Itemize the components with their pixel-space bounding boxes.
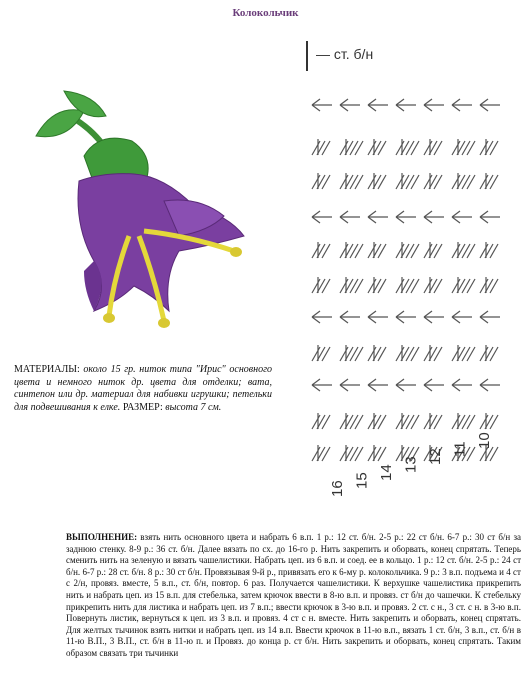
stitch-mark [340, 311, 348, 317]
row-number: 16 [329, 480, 346, 497]
stitch-mark [368, 99, 376, 105]
stitch-mark [312, 217, 320, 223]
stitch-mark [340, 105, 348, 111]
stitch-mark [368, 211, 376, 217]
stitch-mark [424, 105, 432, 111]
legend-label: — ст. б/н [316, 46, 374, 62]
stitch-mark [424, 379, 432, 385]
stitch-mark [340, 379, 348, 385]
stitch-mark [396, 99, 404, 105]
size-body: высота 7 см. [162, 401, 222, 413]
stitch-mark [424, 217, 432, 223]
stitch-mark [480, 99, 488, 105]
stitch-mark [368, 317, 376, 323]
stitch-mark [340, 385, 348, 391]
stitch-mark [396, 317, 404, 323]
stitch-mark [396, 105, 404, 111]
instructions-lead: ВЫПОЛНЕНИЕ: [66, 532, 138, 542]
stitch-mark [312, 211, 320, 217]
materials-body: около 15 гр. ниток типа "Ирис" основного цвета и немного ниток др. цвета для отделки; вата, синтепон или др. материал для набивки игрушки; петельки для подвешивания к елке. [14, 364, 272, 413]
stitch-mark [452, 217, 460, 223]
stitch-mark [480, 217, 488, 223]
stitch-mark [452, 99, 460, 105]
stitch-mark [312, 385, 320, 391]
stitch-mark [452, 379, 460, 385]
row-number: 14 [378, 464, 395, 481]
stitch-mark [424, 311, 432, 317]
stitch-mark [396, 211, 404, 217]
bellflower-photo [14, 86, 272, 348]
page-title: Колокольчик [232, 7, 299, 19]
materials-text [14, 364, 272, 414]
stitch-mark [424, 99, 432, 105]
stitch-mark [480, 317, 488, 323]
stitch-mark [312, 379, 320, 385]
row-number: 15 [353, 472, 371, 489]
stitch-mark [312, 105, 320, 111]
stitch-legend [306, 37, 406, 71]
stitch-mark [396, 385, 404, 391]
stitch-mark [340, 211, 348, 217]
stitch-mark [312, 317, 320, 323]
stitch-mark [424, 211, 432, 217]
stitch-mark [368, 385, 376, 391]
stitch-mark [452, 311, 460, 317]
row-number: 11 [451, 441, 469, 457]
stitch-mark [396, 379, 404, 385]
size-lead: РАЗМЕР: [120, 401, 163, 413]
stitch-mark [452, 211, 460, 217]
stitch-mark [312, 311, 320, 317]
stitch-mark [396, 217, 404, 223]
stitch-mark [480, 385, 488, 391]
stitch-mark [452, 385, 460, 391]
stitch-mark [340, 217, 348, 223]
stitch-mark [396, 311, 404, 317]
materials-lead: МАТЕРИАЛЫ: [14, 364, 80, 375]
stitch-mark [340, 99, 348, 105]
stitch-mark [480, 379, 488, 385]
stitch-mark [368, 379, 376, 385]
stitch-mark [452, 105, 460, 111]
stitch-mark [340, 317, 348, 323]
stitch-mark [368, 105, 376, 111]
stitch-mark [368, 217, 376, 223]
legend-symbol [306, 41, 308, 71]
row-number: 10 [476, 432, 493, 449]
crochet-diagram [300, 85, 525, 510]
row-number: 12 [427, 448, 444, 465]
stitch-mark [368, 311, 376, 317]
stitch-mark [480, 311, 488, 317]
instructions-body: взять нить основного цвета и набрать 6 в.п. 1 р.: 12 ст. б/н. 2-5 р.: 22 ст б/н. 6-7 р.: 30 ст б/н за заднюю стенку. 8-9 р.: 36 ст. б/н. Далее вязать по сх. до 16-го р. Нить закрепить и оборвать, конец спрятать. Теперь сменить нить на зеленую и вязать чашелистики. Набрать цеп. из 6 в.п. и соед. ее в кольцо. 1 р.: 12 ст. б/н. 2-5 р.: 24 ст б/н. 6-7 р.: 28 ст. б/н. 8 р.: 30 ст б/н. Провязывая 9-й р., привязать его к 6-му р. колокольчика. 9 р.: 3 в.п. подъема и 4 ст с 2/н, провяз. вместе, 5 в.п., ст. б/н, повтор. 6 раз. Получается чашелистики. К верхушке чашелистика прикрепить нить и набрать цеп. из 15 в.п. для стебелька, затем крючок ввести в 8-ю в.п. и провяз. ст б/н до чашечки. К стебельку прикрепить нить для листика и набрать цеп. из 7 в.п.; ввести крючок в 3-ю в.п. и провяз. 2 ст. с н., 3 ст. с н. в 3-ю в.п. Повернуть листик, вернуться к цеп. из 3 в.п. и провяз. 4 ст с н. вместе. Нить закрепить и оборвать, конец спрятать. Для желтых тычинок взять нитки и набрать цеп. из 14 в.п. Ввести крючок в 11-ю в.п., вязать 1 ст. б/н, 3 в.п., ст. б/н в 11-ю В.П., 3 В.П., ст. б/н в 11-ю п. и Провяз. до конца р. ст б/н. Нить закрепить и оборвать, конец спрятать. Таким образом связать три тычинки [66, 532, 521, 658]
instructions-text [66, 532, 521, 660]
row-number: 13 [402, 456, 420, 473]
stitch-mark [312, 99, 320, 105]
stitch-mark [452, 317, 460, 323]
stitch-mark [424, 385, 432, 391]
stitch-mark [480, 211, 488, 217]
stitch-mark [480, 105, 488, 111]
stitch-mark [424, 317, 432, 323]
